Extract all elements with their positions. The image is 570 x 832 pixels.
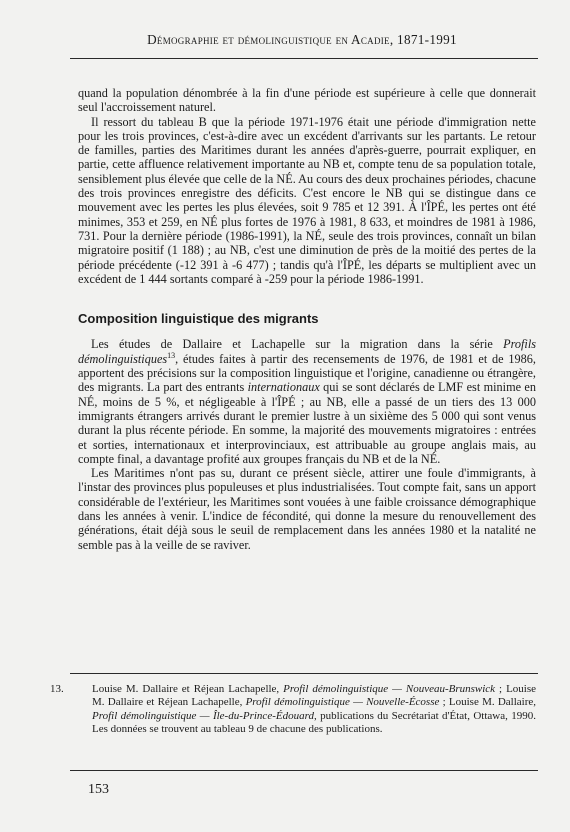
header-rule <box>70 58 538 59</box>
paragraph-linguistic-composition <box>78 337 536 466</box>
main-text <box>78 86 536 552</box>
footnote-reference[interactable]: 13 <box>167 350 176 360</box>
page-number: 153 <box>88 782 109 797</box>
paragraph-continuation: quand la population dénombrée à la fin d'une période est supérieure à celle que donnerait seul l'accroissement naturel. <box>78 86 536 115</box>
text-run: , publications du Secrétariat d'État, Ottawa, 1990. Les données se trouvent au tableau 9 de chacune des publications. <box>92 709 536 735</box>
paragraph-conclusion: Les Maritimes n'ont pas su, durant ce présent siècle, attirer une foule d'immigrants, à l'instar des provinces plus populeuses et plus industrialisées. Tout compte fait, sans un apport considérable de l'extérieur, les Maritimes sont vouées à une faible croissance démographique dans les années à venir. L'indice de fécondité, qui donne la mesure du renouvellement des générations, était déjà sous le seuil de remplacement dans les années 1980 et la natalité ne semble pas à la veille de se raviver. <box>78 466 536 552</box>
text-run: ; Louise M. Dallaire et Réjean Lachapelle, <box>92 683 537 709</box>
text-run: , études faites à partir des recensements de 1976, de 1981 et de 1986, apportent des précisions sur la composition linguistique et l'origine, canadienne ou étrangère, des migrants. La part des entrants <box>78 351 536 395</box>
text-run: qui se sont déclarés de LMF est minime en NÉ, moins de 5 %, et négligeable à l'ÎPÉ ; au NB, elle a passé de un tiers des 13 000 immigrants étrangers arrivés durant le premier lustre à un sixième des 5 000 qui sont venus durant la plus récente période. En somme, la majorité des mouvements migratoires : entrées et sorties, internationaux et interprovinciaux, est attribuable au groupe anglais mais, au compte final, a davantage profité aux groupes français du NB et de la NÉ. <box>78 380 536 466</box>
footnote-text <box>92 683 536 736</box>
footnote-13 <box>50 683 536 736</box>
series-title: Profils démolinguistiques <box>78 337 536 366</box>
section-heading: Composition linguistique des migrants <box>78 311 319 327</box>
text-run: Les études de Dallaire et Lachapelle sur la migration dans la série <box>91 337 504 352</box>
footer-rule <box>70 770 538 771</box>
text-run: ; Louise M. Dallaire, <box>439 696 536 709</box>
publication-title: Profil démolinguistique — Nouveau-Brunswick <box>283 683 496 695</box>
paragraph-migration-balance: Il ressort du tableau B que la période 1971-1976 était une période d'immigration nette pour les trois provinces, c'est-à-dire avec un excédent d'arrivants sur les partants. Le retour de familles, parties des Maritimes durant les années d'après-guerre, pourrait expliquer, en partie, cette affluence relativement importante au NB et, compte tenu de sa population totale, sensiblement plus élevée que celle de la NÉ. Au cours des deux prochaines périodes, chacune des trois provinces enregistre des déficits. C'est encore le NB qui se distingue dans ce mouvement avec les pertes les plus élevées, soit 9 785 et 12 391. À l'ÎPÉ, les pertes ont été minimes, 353 et 259, en NÉ plus fortes de 1976 à 1981, 8 633, et moindres de 1981 à 1986, 731. Pour la dernière période (1986-1991), la NÉ, seule des trois provinces, connaît un bilan migratoire positif (1 188) ; au NB, c'est une diminution de près de la moitié des pertes de la période précédente (-12 391 à -6 477) ; tandis qu'à l'ÎPÉ, les départs se multiplient avec un excédent de 1 444 sortants comparé à -259 pour la période 1986-1991. <box>78 114 536 286</box>
running-header: Démographie et démolinguistique en Acadie, 1871-1991 <box>147 32 457 47</box>
emphasis-term: internationaux <box>247 380 320 395</box>
publication-title: Profil démolinguistique — Nouvelle-Écosse <box>245 696 440 709</box>
publication-title: Profil démolinguistique — Île-du-Prince-Édouard <box>92 709 314 722</box>
footnote-rule <box>70 673 538 674</box>
footnote-number: 13. <box>50 683 64 695</box>
text-run: Louise M. Dallaire et Réjean Lachapelle, <box>92 683 284 695</box>
